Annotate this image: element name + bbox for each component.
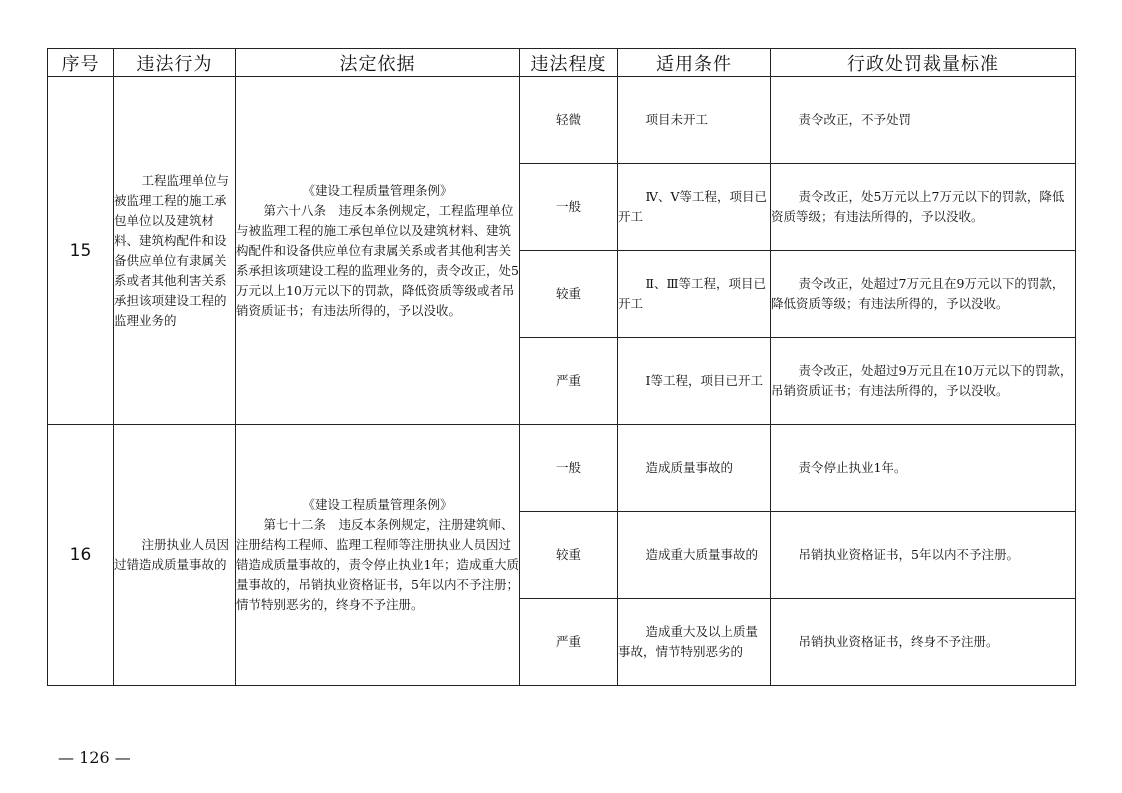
- standard-cell: [771, 251, 1076, 338]
- condition-cell: [618, 512, 771, 599]
- standard-text: 吊销执业资格证书，终身不予注册。: [798, 634, 999, 649]
- standard-cell: [771, 425, 1076, 512]
- table-header-row: [48, 49, 1076, 77]
- condition-cell: [618, 425, 771, 512]
- condition-cell: [618, 338, 771, 425]
- violation-text: 工程监理单位与被监理工程的施工承包单位以及建筑材料、建筑构配件和设备供应单位有隶属关系或者其他利害关系承担该项建设工程的监理业务的: [114, 172, 230, 328]
- severity-cell: 严重: [520, 338, 618, 425]
- condition-text: Ⅰ等工程，项目已开工: [645, 373, 763, 388]
- severity-cell: 轻微: [520, 77, 618, 164]
- legal-basis-cell: [236, 425, 520, 686]
- condition-text: 造成重大质量事故的: [645, 547, 759, 562]
- condition-cell: [618, 599, 771, 686]
- condition-text: 造成重大及以上质量事故，情节特别恶劣的: [618, 624, 759, 659]
- standard-cell: [771, 512, 1076, 599]
- standard-text: 吊销执业资格证书，5年以内不予注册。: [798, 547, 1019, 562]
- condition-text: Ⅳ、Ⅴ等工程，项目已开工: [618, 189, 768, 224]
- header-legal-basis: 法定依据: [236, 49, 520, 77]
- condition-text: Ⅱ、Ⅲ等工程，项目已开工: [618, 276, 767, 311]
- condition-text: 项目未开工: [645, 112, 709, 127]
- header-severity: 违法程度: [520, 49, 618, 77]
- standard-text: 责令改正，处5万元以上7万元以下的罚款，降低资质等级；有违法所得的，予以没收。: [771, 189, 1065, 224]
- basis-text: 第六十八条 违反本条例规定，工程监理单位与被监理工程的施工承包单位以及建筑材料、建筑构配件和设备供应单位有隶属关系或者其他利害关系承担该项建设工程的监理业务的，责令改正，处5万元以上10万元以下的罚款，降低资质等级或者吊销资质证书；有违法所得的，予以没收。: [236, 202, 519, 318]
- table-row: [48, 77, 1076, 164]
- severity-cell: 较重: [520, 251, 618, 338]
- header-violation: 违法行为: [114, 49, 236, 77]
- violation-cell: [114, 77, 236, 425]
- severity-cell: 较重: [520, 512, 618, 599]
- standard-cell: [771, 77, 1076, 164]
- severity-cell: 一般: [520, 164, 618, 251]
- standard-cell: [771, 599, 1076, 686]
- violation-text: 注册执业人员因过错造成质量事故的: [114, 537, 230, 572]
- basis-text: 第七十二条 违反本条例规定，注册建筑师、注册结构工程师、监理工程师等注册执业人员因过错造成质量事故的，责令停止执业1年；造成重大质量事故的，吊销执业资格证书，5年以内不予注册；情节特别恶劣的，终身不予注册。: [236, 517, 519, 612]
- legal-basis-cell: [236, 77, 520, 425]
- page-number: — 126 —: [58, 748, 131, 767]
- condition-text: 造成质量事故的: [645, 460, 734, 475]
- condition-cell: [618, 164, 771, 251]
- condition-cell: [618, 251, 771, 338]
- standard-text: 责令改正，不予处罚: [798, 112, 912, 127]
- standard-cell: [771, 164, 1076, 251]
- header-condition: 适用条件: [618, 49, 771, 77]
- standard-text: 责令停止执业1年。: [798, 460, 907, 475]
- basis-title: 《建设工程质量管理条例》: [302, 497, 453, 512]
- standard-text: 责令改正，处超过9万元且在10万元以下的罚款，吊销资质证书；有违法所得的，予以没收。: [771, 363, 1073, 398]
- condition-cell: [618, 77, 771, 164]
- severity-cell: 一般: [520, 425, 618, 512]
- penalty-standard-table: [47, 48, 1076, 686]
- row-number: 15: [48, 77, 114, 425]
- table-row: [48, 425, 1076, 512]
- standard-cell: [771, 338, 1076, 425]
- severity-cell: 严重: [520, 599, 618, 686]
- row-number: 16: [48, 425, 114, 686]
- basis-title: 《建设工程质量管理条例》: [302, 182, 453, 198]
- header-penalty-standard: 行政处罚裁量标准: [771, 49, 1076, 77]
- standard-text: 责令改正，处超过7万元且在9万元以下的罚款，降低资质等级；有违法所得的，予以没收。: [771, 276, 1065, 311]
- header-number: 序号: [48, 49, 114, 77]
- violation-cell: [114, 425, 236, 686]
